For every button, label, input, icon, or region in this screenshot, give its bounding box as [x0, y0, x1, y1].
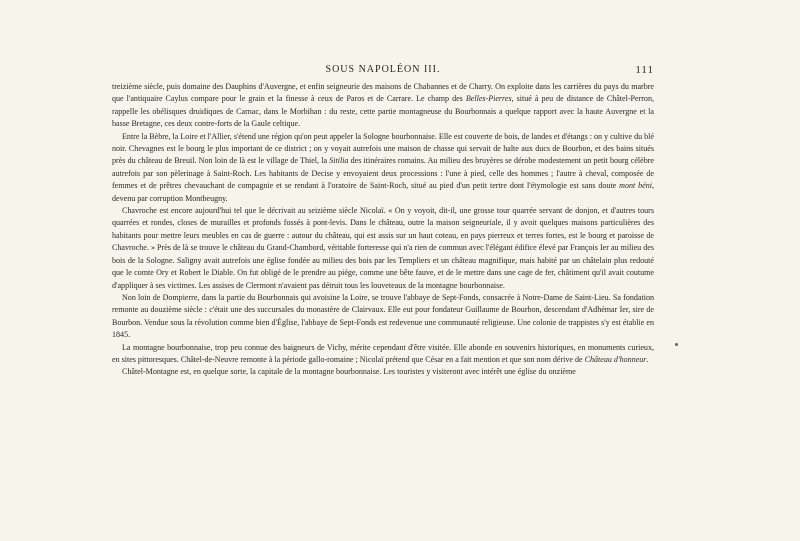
paragraph-2-text-c: , devenu par corruption Montbeugny.	[112, 181, 654, 203]
paragraph-3-text: Chavroche est encore aujourd'hui tel que le décrivait au seizième siècle Nicolaï. « On y voyoit, dit-il, une grosse tour quarrée servant de donjon, et d'autres tours quarrées et rondes, closes de murailles et profonds fossés à pont-levis. Dans le château, outre la maison seigneuriale, il y avoit quelques maisons particulières des habitants pour mettre leurs meubles en cas de guerre : autour du château, qui est assis sur un haut coteau, en pays pierreux et terres fortes, est le bourg et paroisse de Chavroche. » Près de là se trouve le château du Grand-Chambord, véritable forteresse qui n'a rien de commun avec l'élégant édifice élevé par François Ier au milieu des bois de la Sologne. Saligny avait autrefois une église fondée au milieu des bois par les Templiers et un château magnifique, mais habité par un châtelain plus redouté que le comte Ory et Robert le Diable. On fut obligé de le prendre au piége, comme une bête fauve, et de le mettre dans une cage de fer, châtiment qu'il avait coutume d'appliquer à ses victimes. Les assises de Clermont n'avaient pas détruit tous les louveteaux de la montagne bourbonnaise.	[112, 206, 654, 290]
paragraph-5	[112, 342, 654, 367]
paragraph-1-text-a: treizième siècle, puis domaine des Dauphins d'Auvergne, et enfin seigneurie des maisons de Chabannes et de Charry. On exploite dans les carrières du pays du marbre que l'antiquaire Caylus compare pour le grain et la finesse à ceux de Paros et de Carrare. Le champ des	[112, 82, 654, 104]
paragraph-1-text-b: , situé à peu de distance de Châtel-Perron, rappelle les obélisques druidiques de Carnac, dans le Morbihan : du reste, cette partie montagneuse du Bourbonnais a quelque rapport avec la haute Auvergne et la basse Bretagne, ces deux contre-forts de la Gaule celtique.	[112, 94, 654, 129]
body-text	[112, 81, 654, 379]
paragraph-5-text-a: La montagne bourbonnaise, trop peu connue des baigneurs de Vichy, mérite cependant d'être visitée. Elle abonde en souvenirs historiques, en monuments curieux, en sites pittoresques. Châtel-de-Neuvre remonte à la période gallo-romaine ; Nicolaï prétend que César en a fait mention et que son nom dérive de	[112, 342, 654, 364]
paragraph-2-text-a: Entre la Bèbre, la Loire et l'Allier, s'étend une région qu'on peut appeler la Sologne bourbonnaise. Elle est couverte de bois, de landes et d'étangs : on y cultive du blé noir. Chevagnes est le bourg le plus important de ce district ; on y voyait autrefois une maison de chasse qui servait de halte aux ducs de Bourbon, et des bains situés près du château de Breuil. Non loin de là est le village de Thiel, la	[112, 131, 654, 166]
paragraph-2-italic-a: Sitilia	[329, 156, 349, 166]
paragraph-5-italic-a: Château d'honneur	[584, 354, 647, 364]
paragraph-1-italic-a: Belles-Pierres	[465, 94, 512, 104]
paragraph-6	[112, 366, 654, 378]
paragraph-2-italic-b: mont béni	[619, 181, 652, 191]
paragraph-2-text-b: des itinéraires romains. Au milieu des bruyères se dérobe modestement un petit bourg célèbre autrefois par son pèlerinage à Saint-Roch. Les habitants de Decise y envoyaient deux processions : l'une à pied, celle des hommes ; l'autre à cheval, composée de femmes et de prêtres chevauchant de compagnie et se rendant à l'oratoire de Saint-Roch, situé au pied d'un petit tertre dont l'étymologie est sans doute	[112, 156, 654, 191]
paragraph-4	[112, 292, 654, 342]
paragraph-3	[112, 205, 654, 292]
paragraph-4-text: Non loin de Dompierre, dans la partie du Bourbonnais qui avoisine la Loire, se trouve l'abbaye de Sept-Fonds, consacrée à Notre-Dame de Saint-Lieu. Sa fondation remonte au douzième siècle : c'était une des succursales du monastère de Clairvaux. Elle eut pour fondateur Guillaume de Bourbon, descendant d'Adhémar Ier, sire de Bourbon. Vendue sous la révolution comme bien d'Église, l'abbaye de Sept-Fonds est redevenue une communauté religieuse. Une colonie de trappistes s'y est établie en 1845.	[112, 292, 654, 340]
ink-dot	[675, 343, 678, 346]
page-number: 111	[635, 64, 654, 76]
paragraph-6-text: Châtel-Montagne est, en quelque sorte, la capitale de la montagne bourbonnaise. Les touristes y visiteront avec intérêt une église du onzième	[122, 367, 576, 377]
running-title: SOUS NAPOLÉON III.	[325, 64, 441, 75]
paragraph-2	[112, 131, 654, 205]
paragraph-1	[112, 81, 654, 131]
paragraph-5-text-b: .	[646, 354, 649, 364]
